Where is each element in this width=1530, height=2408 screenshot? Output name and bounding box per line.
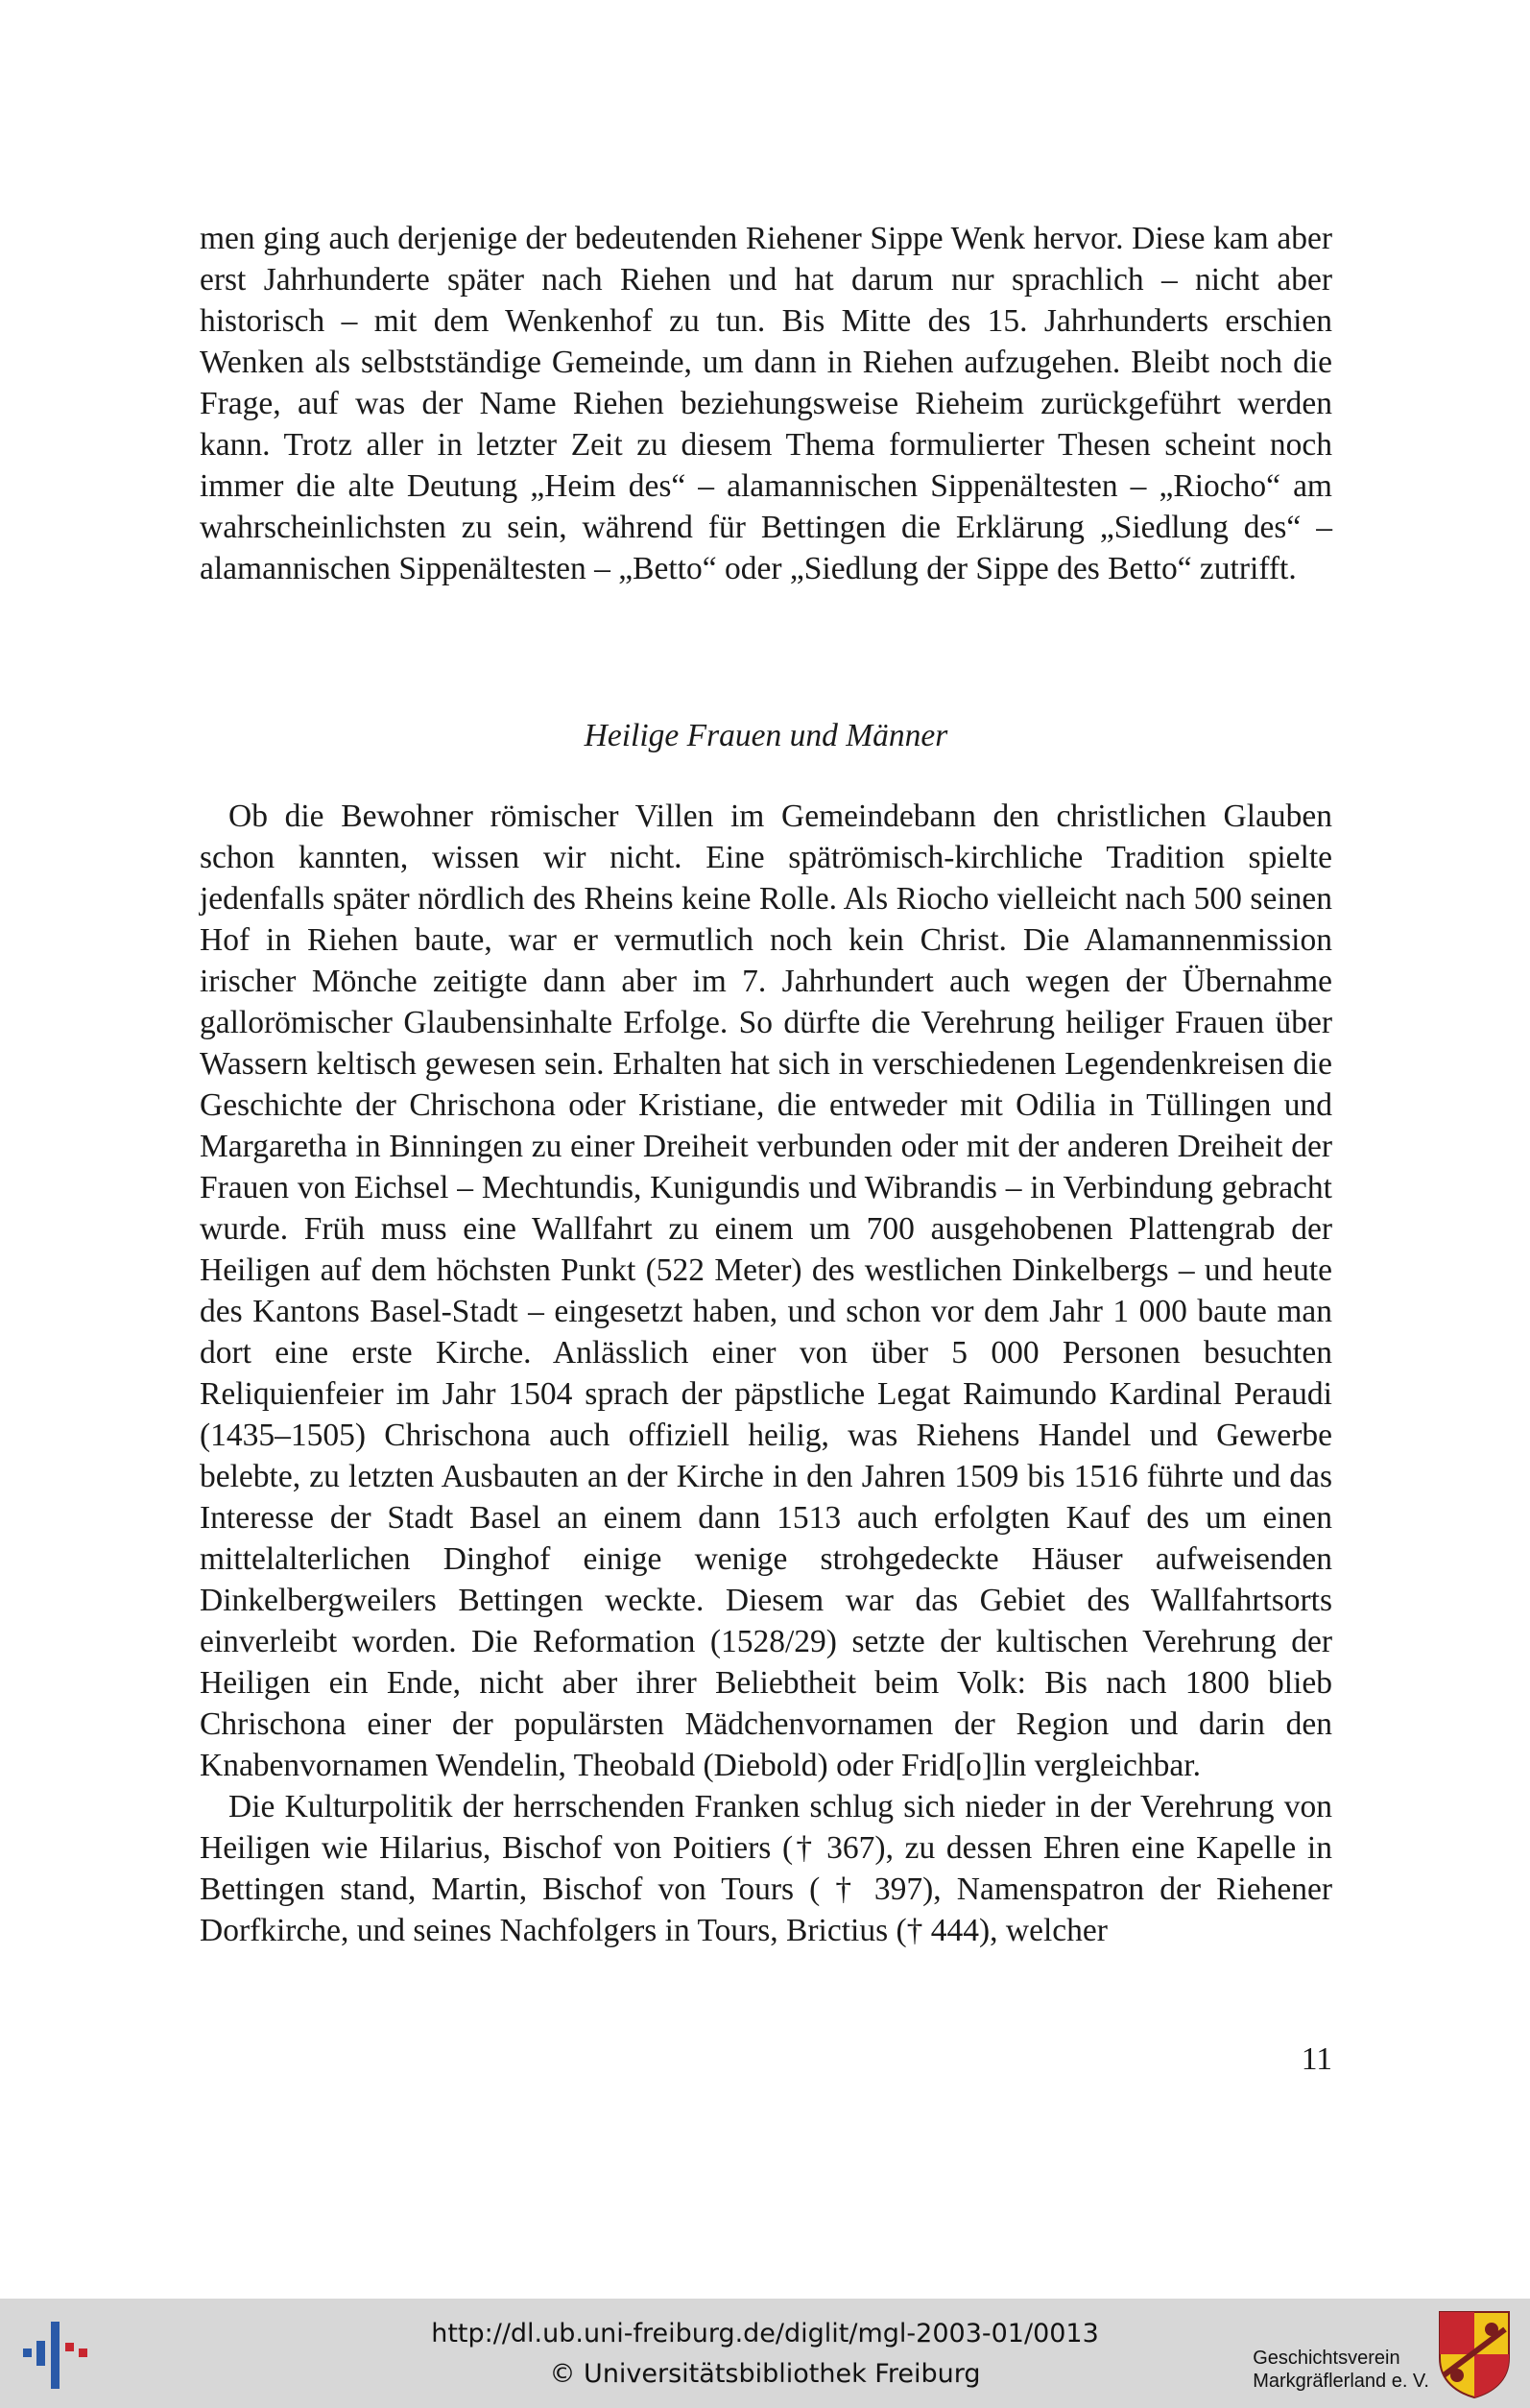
footer-bar [0,2299,1530,2408]
section-heading: Heilige Frauen und Männer [584,718,948,753]
body-paragraph: Die Kulturpolitik der herrschenden Franken schlug sich nieder in der Verehrung von Heiligen wie Hilarius, Bischof von Poitiers († 367), zu dessen Ehren eine Kapelle in Bettingen stand, Martin, Bischof von Tours ( † 397), Namenspatron der Riehener Dorfkirche, und seines Nachfolgers in Tours, Brictius († 444), welcher [200,1789,1332,1948]
body-text-block [200,796,1332,1951]
intro-paragraph: men ging auch derjenige der bedeutenden Riehener Sippe Wenk hervor. Diese kam aber erst Jahrhunderte später nach Riehen und hat darum nur sprachlich – nicht aber historisch – mit dem Wenkenhof zu tun. Bis Mitte des 15. Jahrhunderts erschien Wenken als selbstständige Gemeinde, um dann in Riehen aufzugehen. Bleibt noch die Frage, auf was der Name Riehen beziehungsweise Rieheim zurückgeführt werden kann. Trotz aller in letzter Zeit zu diesem Thema formulierter Thesen scheint noch immer die alte Deutung „Heim des“ – alamannischen Sippenältesten – „Riocho“ am wahrscheinlichsten zu sein, während für Bettingen die Erklärung „Siedlung des“ – alamannischen Sippenältesten – „Betto“ oder „Siedlung der Sippe des Betto“ zutrifft. [200,221,1332,586]
body-paragraph: Ob die Bewohner römischer Villen im Gemeindebann den christlichen Glauben schon kannten, wissen wir nicht. Eine spätrömisch-kirchliche Tradition spielte jedenfalls später nördlich des Rheins keine Rolle. Als Riocho vielleicht nach 500 seinen Hof in Riehen baute, war er vermutlich noch kein Christ. Die Alamannenmission irischer Mönche zeitigte dann aber im 7. Jahrhundert auch wegen der Übernahme gallorömischer Glaubensinhalte Erfolge. So dürfte die Verehrung heiliger Frauen über Wassern keltisch gewesen sein. Erhalten hat sich in verschiedenen Legendenkreisen die Geschichte der Chrischona oder Kristiane, die entweder mit Odilia in Tüllingen und Margaretha in Binningen zu einer Dreiheit verbunden oder mit der anderen Dreiheit der Frauen von Eichsel – Mechtundis, Kunigundis und Wibrandis – in Verbindung gebracht wurde. Früh muss eine Wallfahrt zu einem um 700 ausgehobenen Plattengrab der Heiligen auf dem höchsten Punkt (522 Meter) des westlichen Dinkelbergs – und heute des Kantons Basel-Stadt – eingesetzt haben, und schon vor dem Jahr 1 000 baute man dort eine erste Kirche. Anlässlich einer von über 5 000 Personen besuchten Reliquienfeier im Jahr 1504 sprach der päpstliche Legat Raimundo Kardinal Peraudi (1435–1505) Chrischona auch offiziell heilig, was Riehens Handel und Gewerbe belebte, zu letzten Ausbauten an der Kirche in den Jahren 1509 bis 1516 führte und das Interesse der Stadt Basel an einem dann 1513 auch erfolgten Kauf des um einen mittelalterlichen Dinghof einige wenige strohgedeckte Häuser aufweisenden Dinkelbergweilers Bettingen weckte. Diesem war das Gebiet des Wallfahrtsorts einverleibt worden. Die Reformation (1528/29) setzte der kultischen Verehrung der Heiligen ein Ende, nicht aber ihrer Beliebtheit beim Volk: Bis nach 1800 blieb Chrischona einer der populärsten Mädchenvornamen der Region und darin den Knabenvornamen Wendelin, Theobald (Diebold) oder Frid[o]lin vergleichbar. [200,799,1332,1783]
society-crest-icon [1436,2308,1513,2400]
footer-url-link[interactable]: http://dl.ub.uni-freiburg.de/diglit/mgl-2003-01/0013 [431,2319,1099,2348]
society-line-2: Markgräflerland e. V. [1253,2371,1429,2392]
footer-society-name [1253,2347,1429,2393]
society-line-1: Geschichtsverein [1253,2348,1400,2369]
intro-paragraph-block [200,218,1332,589]
page-number: 11 [1301,2041,1332,2077]
footer-copyright: © Universitätsbibliothek Freiburg [549,2359,981,2389]
